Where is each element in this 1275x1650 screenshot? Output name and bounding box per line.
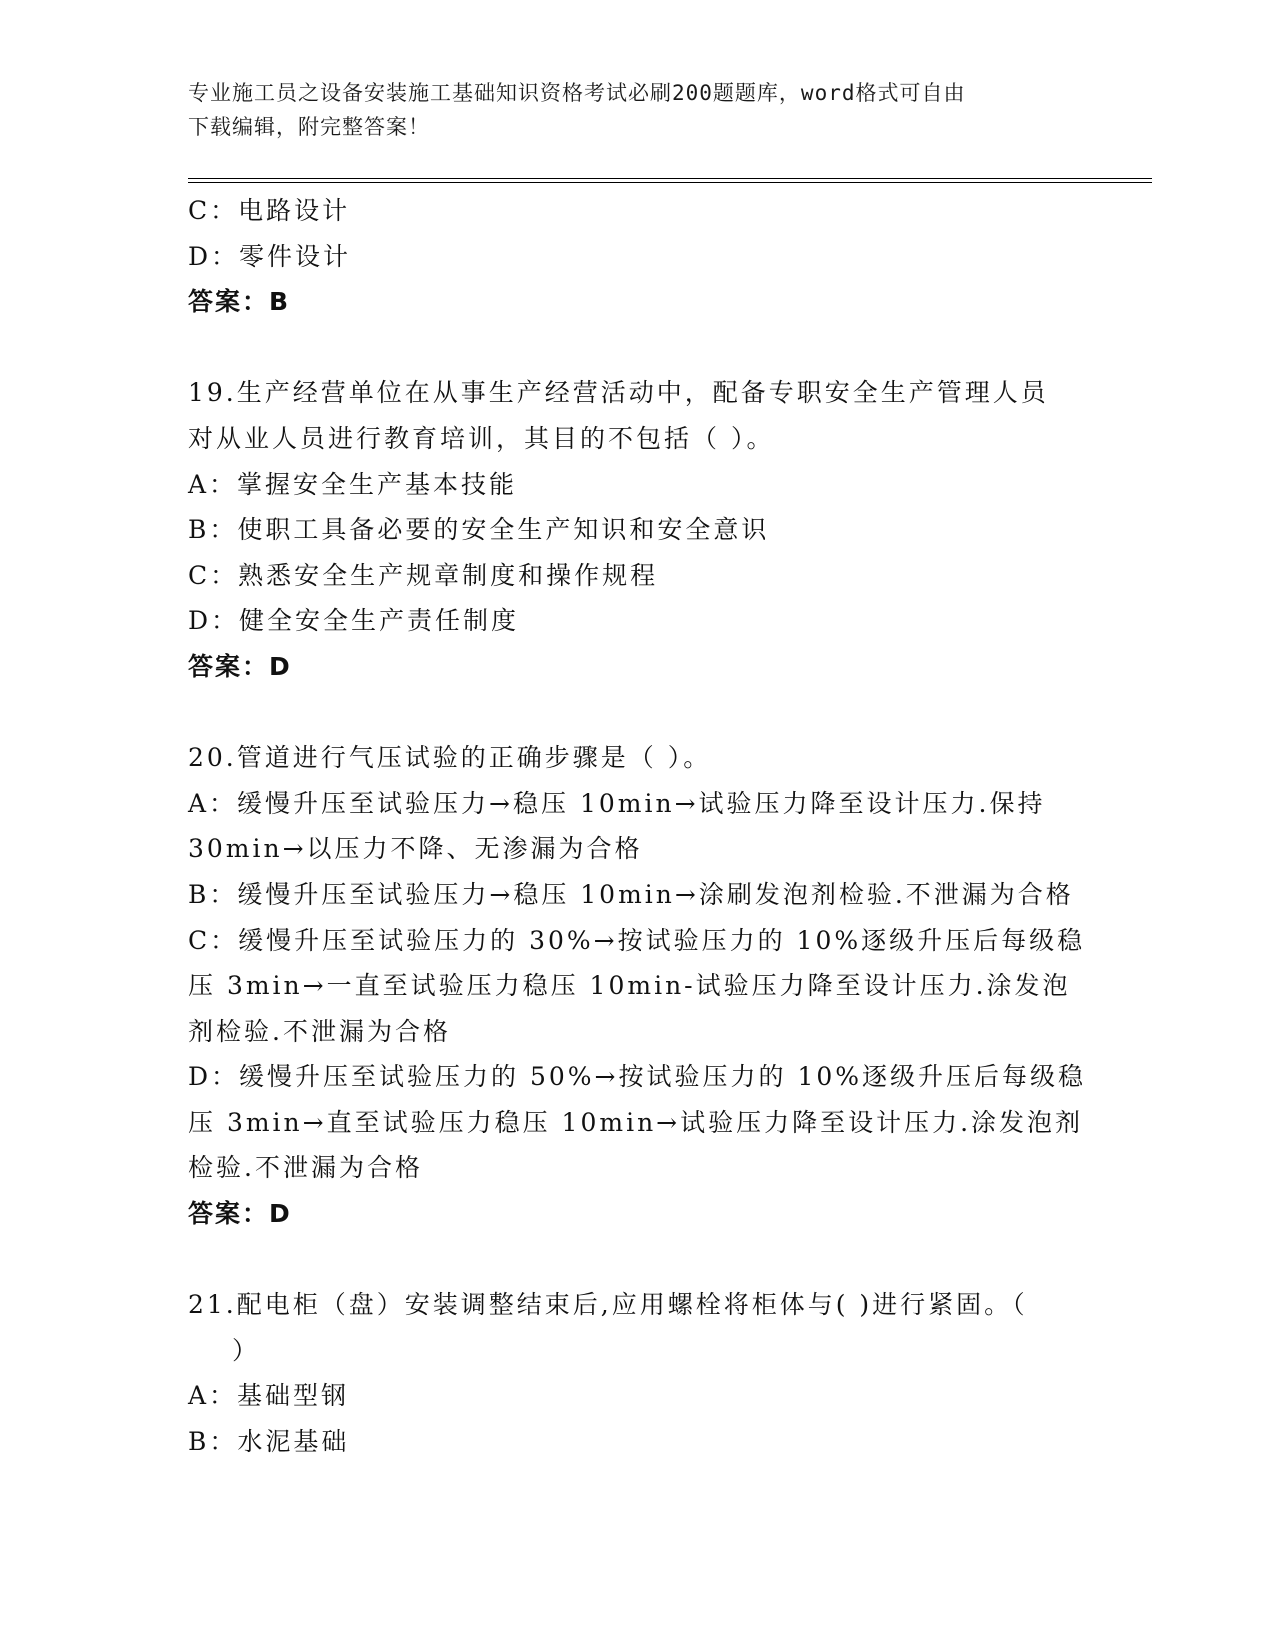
answer-line: 答案：D <box>188 1199 292 1229</box>
option-d: D：健全安全生产责任制度 <box>188 606 520 636</box>
question-content <box>188 188 1088 1465</box>
answer-line: 答案：D <box>188 651 292 681</box>
spacer <box>188 690 1088 736</box>
option-c-cont: 压 3min→一直至试验压力稳压 10min-试验压力降至设计压力.涂发泡 <box>188 971 1071 1001</box>
option-a-cont: 30min→以压力不降、无渗漏为合格 <box>188 834 643 864</box>
spacer <box>188 1237 1088 1283</box>
option-d-cont: 压 3min→直至试验压力稳压 10min→试验压力降至设计压力.涂发泡剂 <box>188 1107 1084 1137</box>
option-c: C：电路设计 <box>188 196 351 225</box>
option-c-cont-2: 剂检验.不泄漏为合格 <box>188 1016 451 1046</box>
document-header <box>188 76 1068 144</box>
option-d-cont-2: 检验.不泄漏为合格 <box>188 1153 423 1183</box>
option-d: D：零件设计 <box>188 241 352 271</box>
question-stem: 20.管道进行气压试验的正确步骤是（ ）。 <box>188 743 712 773</box>
option-b: B：缓慢升压至试验压力→稳压 10min→涂刷发泡剂检验.不泄漏为合格 <box>188 879 1074 909</box>
option-b: B：水泥基础 <box>188 1427 350 1457</box>
answer-line: 答案：B <box>188 287 291 317</box>
header-line-1: 专业施工员之设备安装施工基础知识资格考试必刷200题题库，word格式可自由 <box>188 81 966 105</box>
option-d: D：缓慢升压至试验压力的 50%→按试验压力的 10%逐级升压后每级稳 <box>188 1062 1087 1092</box>
question-20 <box>188 735 1088 1237</box>
option-a: A：缓慢升压至试验压力→稳压 10min→试验压力降至设计压力.保持 <box>188 788 1046 818</box>
header-line-2: 下载编辑，附完整答案！ <box>188 115 430 139</box>
header-divider <box>188 178 1152 183</box>
option-b: B：使职工具备必要的安全生产知识和安全意识 <box>188 515 770 545</box>
question-stem: 19.生产经营单位在从事生产经营活动中，配备专职安全生产管理人员 <box>188 378 1049 408</box>
spacer <box>188 325 1088 371</box>
option-c: C：熟悉安全生产规章制度和操作规程 <box>188 560 659 590</box>
question-19 <box>188 370 1088 689</box>
question-stem-cont: ） <box>232 1335 261 1365</box>
question-stem: 21.配电柜（盘）安装调整结束后,应用螺栓将柜体与( )进行紧固。（ <box>188 1290 1028 1320</box>
question-18-tail <box>188 188 1088 325</box>
option-c: C：缓慢升压至试验压力的 30%→按试验压力的 10%逐级升压后每级稳 <box>188 925 1086 955</box>
question-stem-cont: 对从业人员进行教育培训，其目的不包括（ ）。 <box>188 423 775 453</box>
option-a: A：掌握安全生产基本技能 <box>188 469 518 499</box>
option-a: A：基础型钢 <box>188 1381 350 1411</box>
question-21 <box>188 1282 1088 1464</box>
